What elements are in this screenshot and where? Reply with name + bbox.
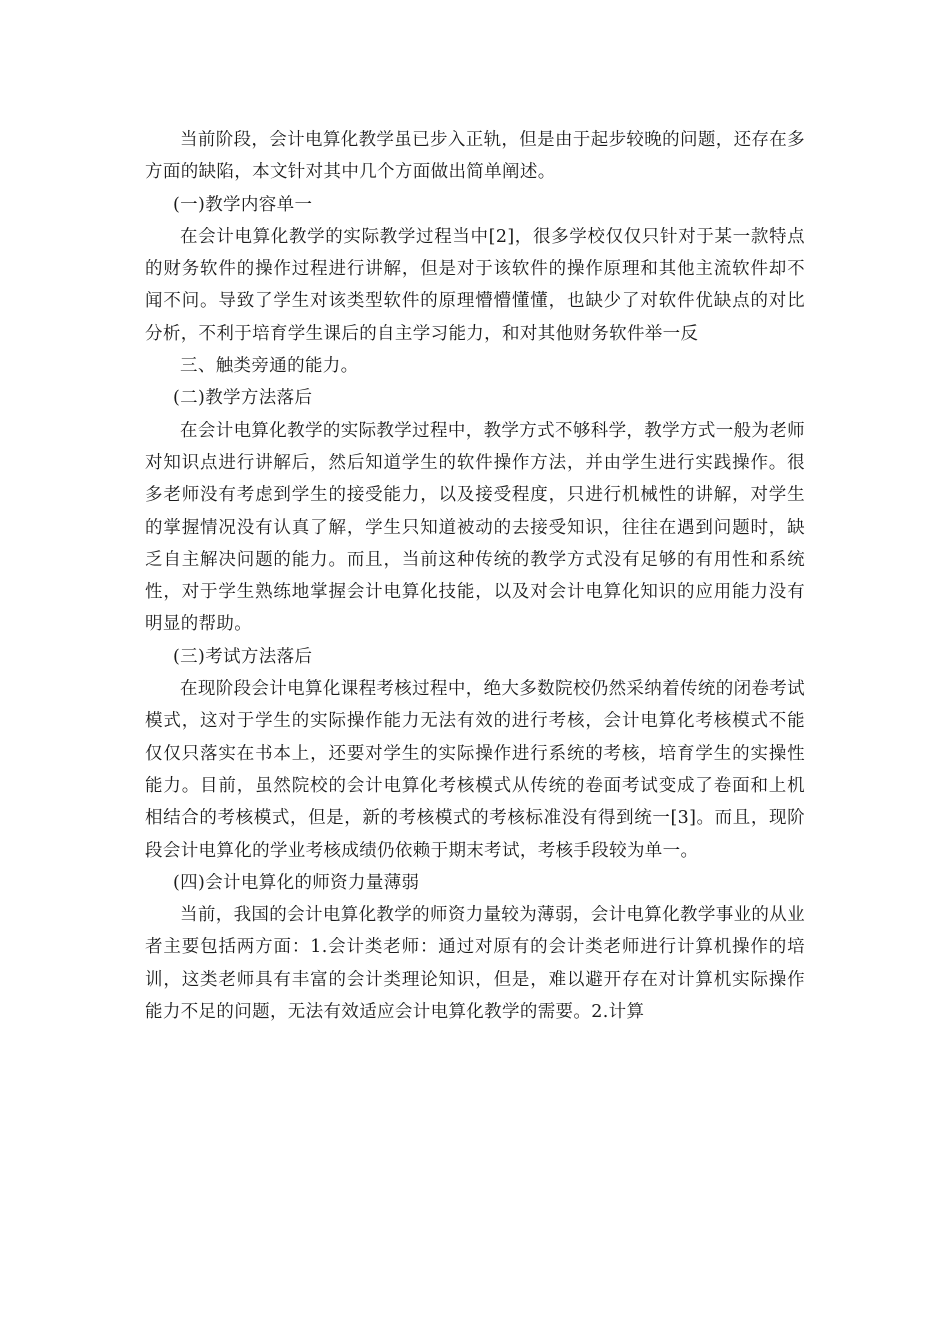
section-heading-3: (三)考试方法落后: [173, 646, 313, 667]
paragraph-section-1: 在会计电算化教学的实际教学过程当中[2]，很多学校仅仅只针对于某一款特点的财务软件的操作过程进行讲解，但是对于该软件的操作原理和其他主流软件却不闻不问。导致了学生对该类型软件的原理懵懵懂懂，也缺少了对软件优缺点的对比分析，不利于培育学生课后的自主学习能力，和对其他财务软件举一反: [145, 226, 805, 344]
section-heading-1: (一)教学内容单一: [173, 194, 313, 215]
section-heading-2: (二)教学方法落后: [173, 388, 313, 409]
paragraph-section-4: 当前，我国的会计电算化教学的师资力量较为薄弱，会计电算化教学事业的从业者主要包括两方面：1.会计类老师：通过对原有的会计类老师进行计算机操作的培训，这类老师具有丰富的会计类理论知识，但是，难以避开存在对计算机实际操作能力不足的问题，无法有效适应会计电算化教学的需要。2.计算: [145, 905, 805, 1023]
paragraph-intro: 当前阶段，会计电算化教学虽已步入正轨，但是由于起步较晚的问题，还存在多方面的缺陷，本文针对其中几个方面做出简单阐述。: [145, 130, 805, 183]
paragraph-section-1-continued: 三、触类旁通的能力。: [180, 356, 359, 377]
document-body: [145, 124, 805, 1028]
paragraph-section-3: 在现阶段会计电算化课程考核过程中，绝大多数院校仍然采纳着传统的闭卷考试模式，这对于学生的实际操作能力无法有效的进行考核，会计电算化考核模式不能仅仅只落实在书本上，还要对学生的实际操作进行系统的考核，培育学生的实操性能力。目前，虽然院校的会计电算化考核模式从传统的卷面考试变成了卷面和上机相结合的考核模式，但是，新的考核模式的考核标准没有得到统一[3]。而且，现阶段会计电算化的学业考核成绩仍依赖于期末考试，考核手段较为单一。: [145, 679, 805, 861]
section-heading-4: (四)会计电算化的师资力量薄弱: [173, 872, 420, 893]
paragraph-section-2: 在会计电算化教学的实际教学过程中，教学方式不够科学，教学方式一般为老师对知识点进行讲解后，然后知道学生的软件操作方法，并由学生进行实践操作。很多老师没有考虑到学生的接受能力，以及接受程度，只进行机械性的讲解，对学生的掌握情况没有认真了解，学生只知道被动的去接受知识，往往在遇到问题时，缺乏自主解决问题的能力。而且，当前这种传统的教学方式没有足够的有用性和系统性，对于学生熟练地掌握会计电算化技能，以及对会计电算化知识的应用能力没有明显的帮助。: [145, 420, 805, 635]
